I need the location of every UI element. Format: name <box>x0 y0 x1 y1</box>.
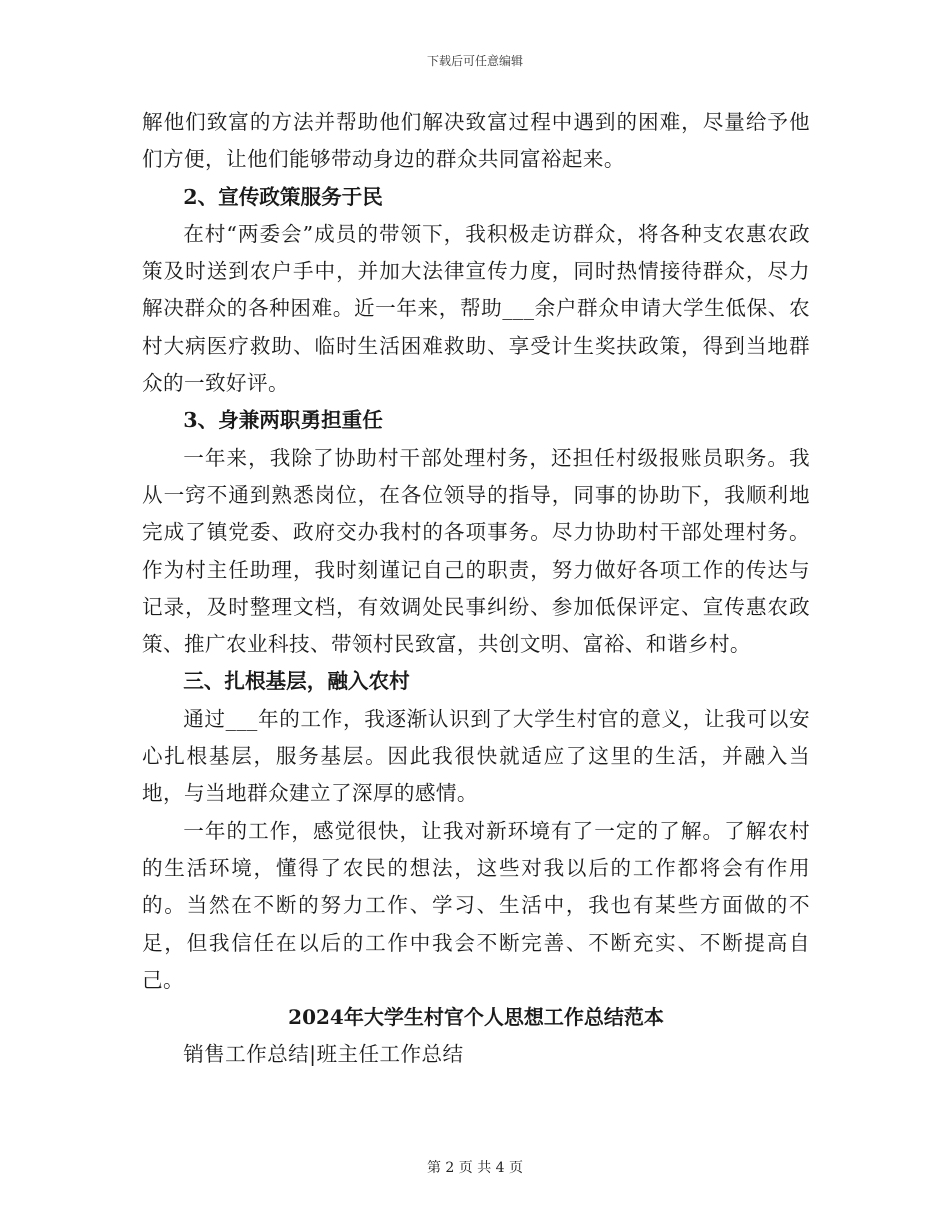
page-number: 第 2 页 共 4 页 <box>426 1160 524 1176</box>
heading-section-three: 三、扎根基层，融入农村 <box>183 669 410 694</box>
heading-dual-roles: 3、身兼两职勇担重任 <box>183 408 383 433</box>
document-title: 2024年大学生村官个人思想工作总结范本 <box>288 1005 664 1030</box>
related-links[interactable]: 销售工作总结|班主任工作总结 <box>183 1042 464 1067</box>
paragraph-dual-roles: 一年来，我除了协助村干部处理村务，还担任村级报账员职务。我从一窍不通到熟悉岗位，在各位领导的指导，同事的协助下，我顺利地完成了镇党委、政府交办我村的各项事务。尽力协助村干部处理村务。作为村主任助理，我时刻谨记自己的职责，努力做好各项工作的传达与记录，及时整理文档，有效调处民事纠纷、参加低保评定、宣传惠农政策、推广农业科技、带领村民致富，共创文明、富裕、和谐乡村。 <box>142 445 810 657</box>
paragraph-root-in-village: 通过___年的工作，我逐渐认识到了大学生村官的意义，让我可以安心扎根基层，服务基层。因此我很快就适应了这里的生活，并融入当地，与当地群众建立了深厚的感情。 <box>142 706 810 806</box>
paragraph-reflection: 一年的工作，感觉很快，让我对新环境有了一定的了解。了解农村的生活环境，懂得了农民的想法，这些对我以后的工作都将会有作用的。当然在不断的努力工作、学习、生活中，我也有某些方面做的不足，但我信任在以后的工作中我会不断完善、不断充实、不断提高自己。 <box>142 818 810 992</box>
document-body <box>142 104 810 1074</box>
heading-publicize-policy: 2、宣传政策服务于民 <box>183 184 383 209</box>
paragraph-continued: 解他们致富的方法并帮助他们解决致富过程中遇到的困难，尽量给予他们方便，让他们能够带动身边的群众共同富裕起来。 <box>142 110 810 172</box>
paragraph-policy: 在村“两委会”成员的带领下，我积极走访群众，将各种支农惠农政策及时送到农户手中，并加大法律宣传力度，同时热情接待群众，尽力解决群众的各种困难。近一年来，帮助___余户群众申请大学生低保、农村大病医疗救助、临时生活困难救助、享受计生奖扶政策，得到当地群众的一致好评。 <box>142 221 810 396</box>
page-header: 下载后可任意编辑 <box>426 54 523 68</box>
